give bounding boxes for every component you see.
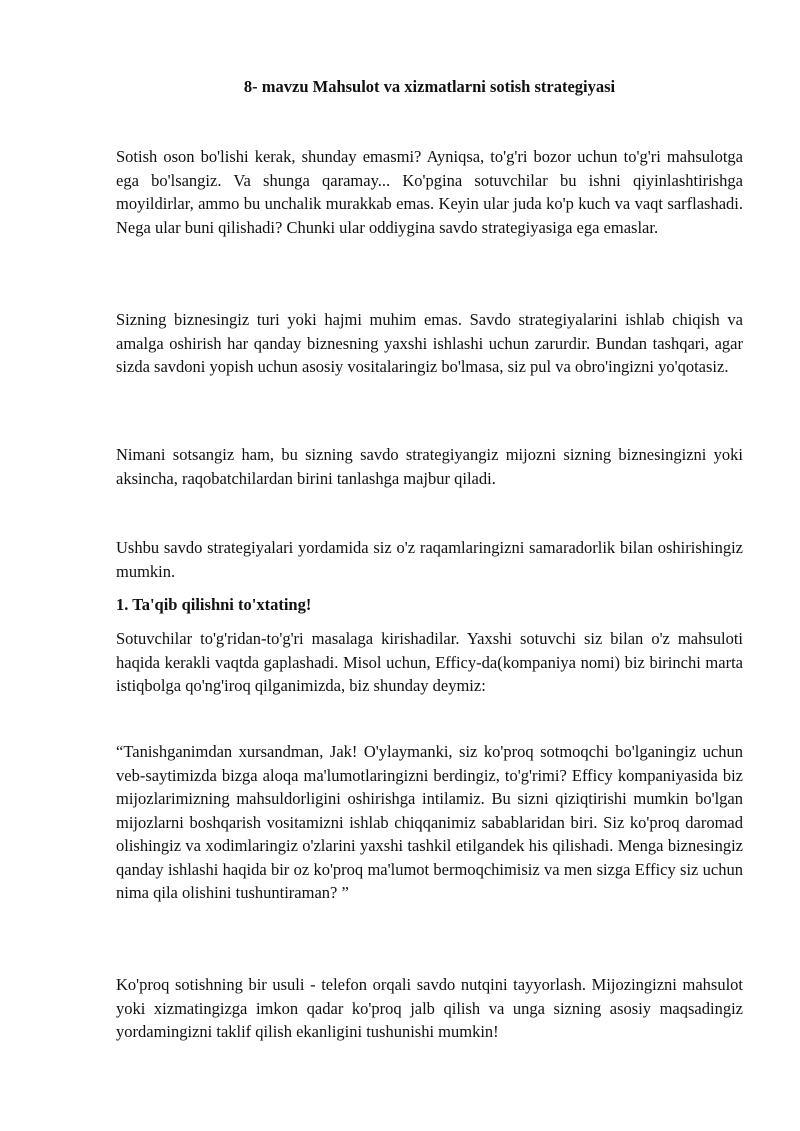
paragraph-results: Ushbu savdo strategiyalari yordamida siz o'z raqamlaringizni samaradorlik bilan oshirishingiz mumkin.	[116, 538, 743, 581]
paragraph-strategy: Nimani sotsangiz ham, bu sizning savdo strategiyangiz mijozni sizning biznesingizni yoki aksincha, raqobatchilardan birini tanlashga majbur qiladi.	[116, 445, 743, 488]
paragraph-quote: “Tanishganimdan xursandman, Jak! O'ylaymanki, siz ko'proq sotmoqchi bo'lganingiz uchun veb-saytimizda bizga aloqa ma'lumotlaringizni berdingiz, to'g'rimi? Efficy kompaniyasida biz mijozlarimizning mahsuldorligini oshirishga intilamiz. Bu sizni qiziqtirishi mumkin bo'lgan mijozlarni boshqarish vositamizni ishlab chiqqanimiz sabablaridan biri. Siz ko'proq daromad olishingiz va xodimlaringiz o'zlarini yaxshi tashkil etilgandek his qilishadi. Menga biznesingiz qanday ishlashi haqida bir oz ko'proq ma'lumot bermoqchimisiz va men sizga Efficy siz uchun nima qila olishini tushuntiraman? ”	[116, 742, 743, 902]
paragraph-phone: Ko'proq sotishning bir usuli - telefon orqali savdo nutqini tayyorlash. Mijozingizni mahsulot yoki xizmatingizga imkon qadar ko'proq jalb qilish va unga sizning asosiy maqsadingiz yordamingizni taklif qilish ekanligini tushunishi mumkin!	[116, 975, 743, 1041]
page-title: 8- mavzu Mahsulot va xizmatlarni sotish strategiyasi	[243, 77, 616, 96]
paragraph-business: Sizning biznesingiz turi yoki hajmi muhim emas. Savdo strategiyalarini ishlab chiqish va amalga oshirish har qanday biznesning yaxshi ishlashi uchun zarurdir. Bundan tashqari, agar sizda savdoni yopish uchun asosiy vositalaringiz bo'lmasa, siz pul va obro'ingizni yo'qotasiz.	[116, 310, 743, 376]
section-heading: 1. Ta'qib qilishni to'xtating!	[116, 595, 312, 614]
paragraph-intro: Sotish oson bo'lishi kerak, shunday emasmi? Ayniqsa, to'g'ri bozor uchun to'g'ri mahsulotga ega bo'lsangiz. Va shunga qaramay... Ko'pgina sotuvchilar bu ishni qiyinlashtirishga moyildirlar, ammo bu unchalik murakkab emas. Keyin ular juda ko'p kuch va vaqt sarflashadi. Nega ular buni qilishadi? Chunki ular oddiygina savdo strategiyasiga ega emaslar.	[116, 147, 743, 237]
paragraph-sellers: Sotuvchilar to'g'ridan-to'g'ri masalaga kirishadilar. Yaxshi sotuvchi siz bilan o'z mahsuloti haqida kerakli vaqtda gaplashadi. Misol uchun, Efficy-da(kompaniya nomi) biz birinchi marta istiqbolga qo'ng'iroq qilganimizda, biz shunday deymiz:	[116, 629, 743, 695]
